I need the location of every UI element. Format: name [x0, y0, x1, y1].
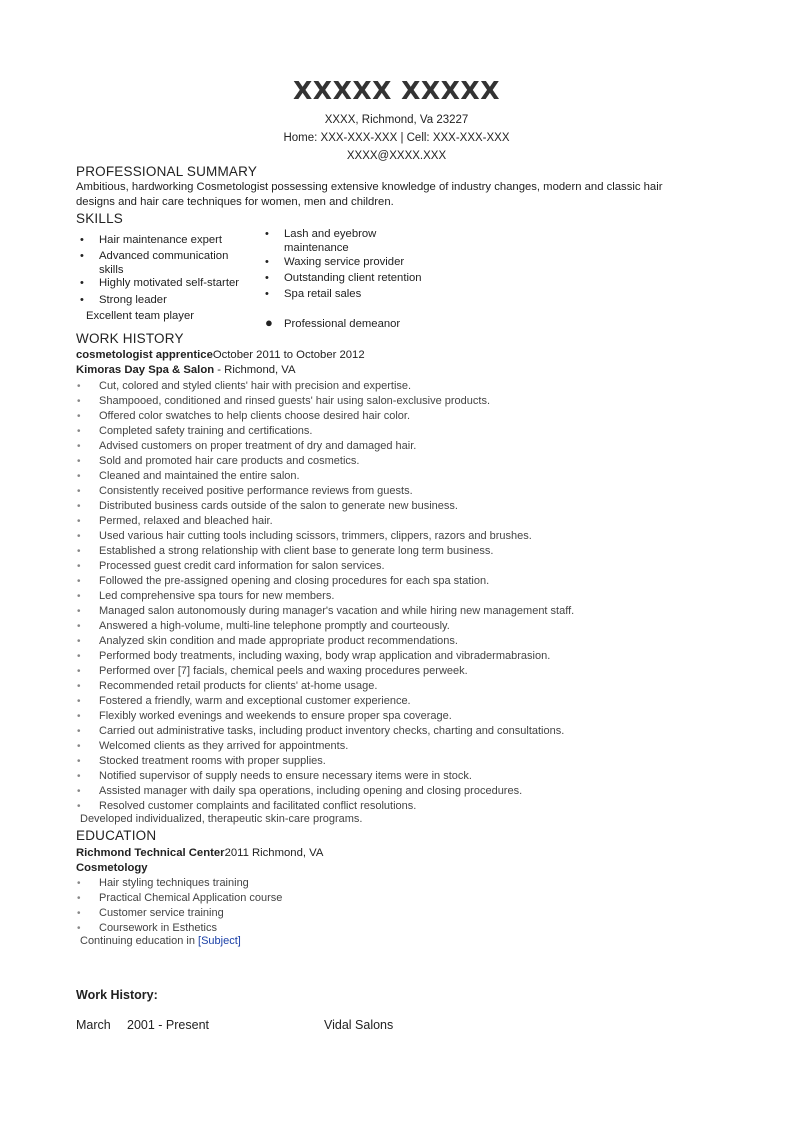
- job-title: cosmetologist apprentice: [76, 349, 213, 361]
- education-heading: EDUCATION: [76, 828, 157, 843]
- list-item: • Processed guest credit card information for salon services.: [76, 559, 574, 574]
- list-item: • Followed the pre-assigned opening and closing procedures for each spa station.: [76, 574, 574, 589]
- list-item: • Assisted manager with daily spa operations, including opening and closing procedures.: [76, 784, 574, 799]
- subject-placeholder: [Subject]: [198, 935, 241, 947]
- list-item: • Performed over [7] facials, chemical peels and waxing procedures perweek.: [76, 664, 574, 679]
- skills-heading: SKILLS: [76, 211, 123, 226]
- list-item: • Sold and promoted hair care products and cosmetics.: [76, 454, 574, 469]
- list-item: • Completed safety training and certifications.: [76, 424, 574, 439]
- list-item: • Distributed business cards outside of the salon to generate new business.: [76, 499, 574, 514]
- list-item: • Cleaned and maintained the entire salon.: [76, 469, 574, 484]
- program-name: Cosmetology: [76, 862, 148, 874]
- candidate-name: XXXXX XXXXX: [293, 76, 500, 105]
- education-list: [76, 876, 282, 936]
- skill-item: • Strong leader: [80, 294, 167, 306]
- job-dates: October 2011 to October 2012: [212, 349, 365, 361]
- employer-name: Vidal Salons: [324, 1018, 394, 1032]
- list-item: • Recommended retail products for clients' at-home usage.: [76, 679, 574, 694]
- list-item: • Offered color swatches to help clients choose desired hair color.: [76, 409, 574, 424]
- school-line: [76, 847, 323, 859]
- list-item: • Practical Chemical Application course: [76, 891, 282, 906]
- list-item: • Analyzed skin condition and made appropriate product recommendations.: [76, 634, 574, 649]
- list-item: • Flexibly worked evenings and weekends to ensure proper spa coverage.: [76, 709, 574, 724]
- skill-extra: Excellent team player: [86, 310, 194, 322]
- list-item: • Hair styling techniques training: [76, 876, 282, 891]
- list-item: • Fostered a friendly, warm and exceptional customer experience.: [76, 694, 574, 709]
- list-item: • Customer service training: [76, 906, 282, 921]
- list-item: • Established a strong relationship with client base to generate long term business.: [76, 544, 574, 559]
- summary-line-1: Ambitious, hardworking Cosmetologist possessing extensive knowledge of industry changes, modern and classic hair: [76, 181, 663, 193]
- work-month: March: [76, 1018, 111, 1032]
- email: XXXX@XXXX.XXX: [346, 150, 447, 162]
- skill-item: • Lash and eyebrow maintenance: [265, 228, 377, 254]
- list-item: • Shampooed, conditioned and rinsed guests' hair using salon-exclusive products.: [76, 394, 574, 409]
- list-item: • Consistently received positive performance reviews from guests.: [76, 484, 574, 499]
- list-item: • Coursework in Esthetics: [76, 921, 282, 936]
- address: XXXX, Richmond, Va 23227: [324, 114, 469, 126]
- list-item: • Carried out administrative tasks, including product inventory checks, charting and consultations.: [76, 724, 574, 739]
- skill-item: • Spa retail sales: [265, 288, 362, 300]
- list-item: • Permed, relaxed and bleached hair.: [76, 514, 574, 529]
- list-item: • Notified supervisor of supply needs to ensure necessary items were in stock.: [76, 769, 574, 784]
- school-name: Richmond Technical Center: [76, 847, 225, 859]
- company-line: [76, 364, 296, 376]
- list-item: • Advised customers on proper treatment of dry and damaged hair.: [76, 439, 574, 454]
- list-item: • Answered a high-volume, multi-line telephone promptly and courteously.: [76, 619, 574, 634]
- skill-item: • Outstanding client retention: [265, 272, 422, 284]
- school-year-location: 2011 Richmond, VA: [224, 847, 324, 859]
- list-item: • Cut, colored and styled clients' hair with precision and expertise.: [76, 379, 574, 394]
- list-item: • Resolved customer complaints and facilitated conflict resolutions.: [76, 799, 574, 814]
- summary-line-2: designs and hair care techniques for women, men and children.: [76, 196, 394, 208]
- skill-item: • Highly motivated self-starter: [80, 277, 240, 289]
- summary-text: [76, 180, 716, 210]
- phone-numbers: Home: XXX-XXX-XXX | Cell: XXX-XXX-XXX: [283, 132, 510, 144]
- list-item: • Led comprehensive spa tours for new members.: [76, 589, 574, 604]
- skill-item: • Hair maintenance expert: [80, 234, 223, 246]
- summary-heading: PROFESSIONAL SUMMARY: [76, 164, 258, 179]
- skill-item: • Advanced communication skills: [80, 250, 229, 276]
- company-location: - Richmond, VA: [214, 364, 296, 376]
- education-extra: Continuing education in [Subject]: [80, 935, 241, 947]
- work-date-range: 2001 - Present: [127, 1018, 209, 1032]
- list-item: • Managed salon autonomously during manager's vacation and while hiring new management staff.: [76, 604, 574, 619]
- skill-item: • Waxing service provider: [265, 256, 405, 268]
- job-duties-list: [76, 379, 574, 814]
- list-item: • Performed body treatments, including waxing, body wrap application and vibradermabrasion.: [76, 649, 574, 664]
- job-title-line: [76, 349, 365, 361]
- list-item: • Used various hair cutting tools including scissors, trimmers, clippers, razors and brushes.: [76, 529, 574, 544]
- list-item: • Stocked treatment rooms with proper supplies.: [76, 754, 574, 769]
- work-history-heading: WORK HISTORY: [76, 331, 184, 346]
- company-name: Kimoras Day Spa & Salon: [76, 364, 215, 376]
- work-history-2-heading: Work History:: [76, 988, 158, 1002]
- list-item: • Welcomed clients as they arrived for appointments.: [76, 739, 574, 754]
- job-duty-extra: Developed individualized, therapeutic skin-care programs.: [80, 813, 363, 825]
- skill-item: ● Professional demeanor: [265, 315, 401, 330]
